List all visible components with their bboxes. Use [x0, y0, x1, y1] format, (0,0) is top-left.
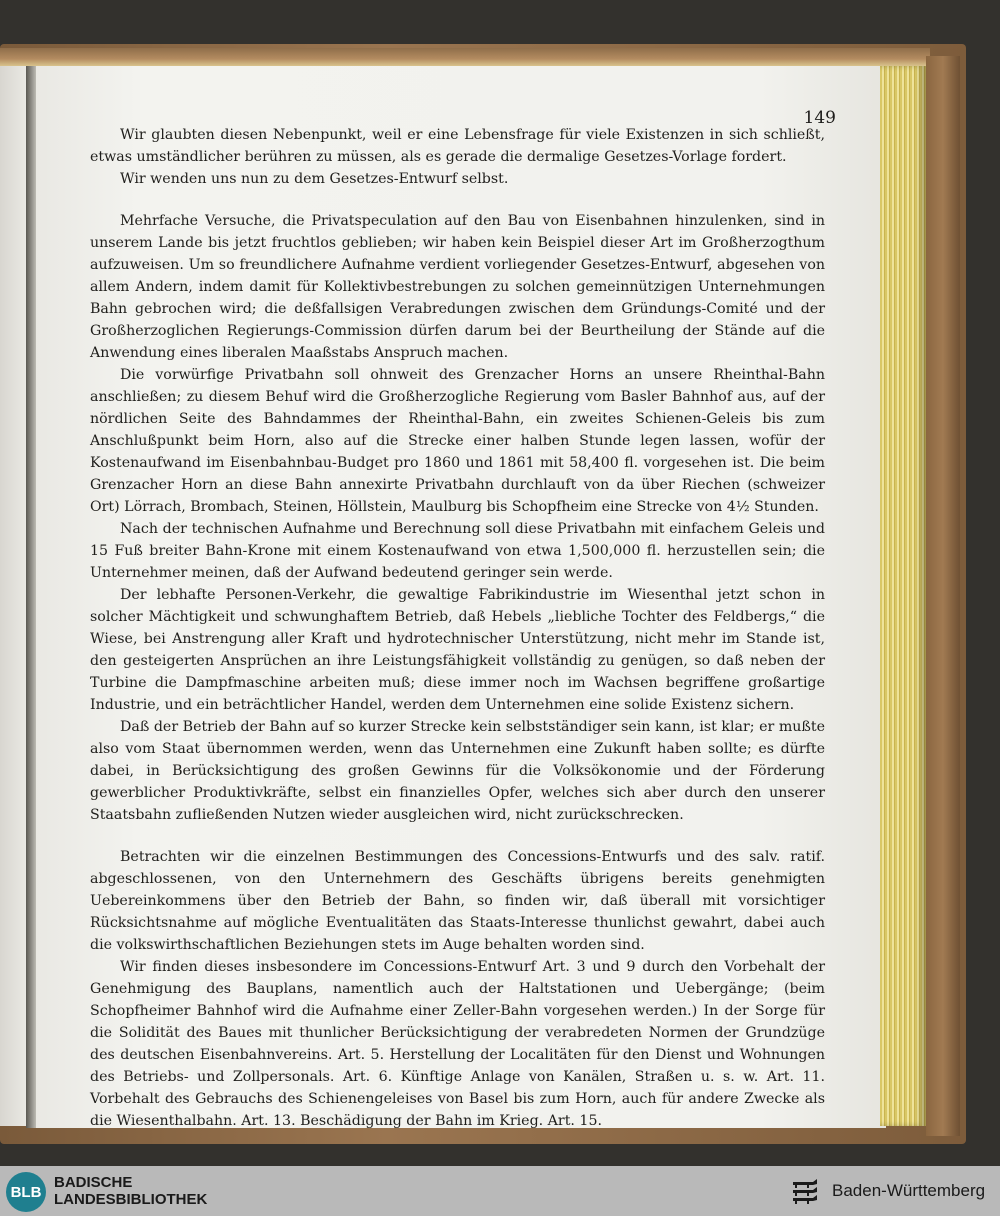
cover-right-edge: [926, 56, 960, 1136]
paragraph: Der lebhafte Personen-Verkehr, die gewaltige Fabrikindustrie im Wiesenthal jetzt schon in solcher Mächtigkeit und schwunghaftem Betrieb, daß Hebels „liebliche Tochter des Feldbergs,“ die Wiese, bei Anstrengung aller Kraft und hydrotechnischer Unterstützung, nicht mehr im Stande ist, den gesteigerten Ansprüchen an ihre Leistungsfähigkeit vollständig zu genügen, so daß neben der Turbine die Dampfmaschine arbeiten muß; diese immer noch im Wachsen begriffene großartige Industrie, und ein beträchtlicher Handel, werden dem Unternehmen eine solide Existenz sichern.: [90, 587, 825, 713]
paragraph-gap: [90, 190, 825, 210]
page-text: [90, 124, 825, 1132]
paragraph: Wir wenden uns nun zu dem Gesetzes-Entwurf selbst.: [120, 171, 509, 187]
blb-logo[interactable]: BLB: [6, 1172, 46, 1212]
paragraph: Die vorwürfige Privatbahn soll ohnweit des Grenzacher Horns an unsere Rheinthal-Bahn anschließen; zu diesem Behuf wird die Großherzogliche Regierung vom Basler Bahnhof aus, auf der nördlichen Seite des Bahndammes der Rheinthal-Bahn, ein zweites Schienen-Geleis bis zum Anschlußpunkt beim Horn, also auf die Strecke einer halben Stunde legen lassen, wofür der Kostenaufwand im Eisenbahnbau-Budget pro 1860 und 1861 mit 58,400 fl. vorgesehen ist. Die beim Grenzacher Horn an diese Bahn annexirte Privatbahn durchlauft von da über Riechen (schweizer Ort) Lörrach, Brombach, Steinen, Höllstein, Maulburg bis Schopfheim eine Strecke von 4½ Stunden.: [90, 367, 825, 515]
paragraph-gap: [90, 826, 825, 846]
page-gutter: [26, 66, 36, 1128]
viewer-footer: [0, 1166, 1000, 1216]
state-lions-icon: [790, 1176, 822, 1208]
paragraph: Daß der Betrieb der Bahn auf so kurzer Strecke kein selbstständiger sein kann, ist klar; er mußte also vom Staat übernommen werden, wenn das Unternehmen eine Zukunft haben sollte; es dürfte dabei, in Berücksichtigung des großen Gewinns für die Volksökonomie und der Förderung gewerblicher Produktivkräfte, selbst ein finanzielles Opfer, welches sich aber durch den unserer Staatsbahn zufließenden Nutzen wieder ausgleichen wird, nicht zurückschrecken.: [90, 719, 825, 823]
blb-name[interactable]: [54, 1174, 207, 1208]
blb-name-line2: LANDESBIBLIOTHEK: [54, 1191, 208, 1208]
page-stack-edges: [880, 66, 926, 1126]
paragraph: Mehrfache Versuche, die Privatspeculation auf den Bau von Eisenbahnen hinzulenken, sind in unserem Lande bis jetzt fruchtlos geblieben; wir haben kein Beispiel dieser Art im Großherzogthum aufzuweisen. Um so freundlichere Aufnahme verdient vorliegender Gesetzes-Entwurf, abgesehen von allem Andern, indem damit für Kollektivbestrebungen zu solchen gemeinnützigen Unternehmungen Bahn gebrochen wird; die deßfallsigen Verabredungen zwischen dem Gründungs-Comité und der Großherzoglichen Regierungs-Commission dürfen darum bei der Beurtheilung der Stände auf die Anwendung eines liberalen Maaßstabs Anspruch machen.: [90, 213, 825, 361]
paragraph: Wir finden dieses insbesondere im Concessions-Entwurf Art. 3 und 9 durch den Vorbehalt der Genehmigung des Bauplans, namentlich auch der Haltstationen und Uebergänge; (beim Schopfheimer Bahnhof wird die Aufnahme einer Zeller-Bahn vorgesehen werden.) In der Sorge für die Solidität des Baues mit thunlicher Berücksichtigung der verabredeten Normen der Grundzüge des deutschen Eisenbahnvereins. Art. 5. Herstellung der Localitäten für den Dienst und Wohnungen des Betriebs- und Zollpersonals. Art. 6. Künftige Anlage von Kanälen, Straßen u. s. w. Art. 11. Vorbehalt des Gebrauchs des Schienengeleises von Basel bis zum Horn, auch für andere Zwecke als die Wiesenthalbahn. Art. 13. Beschädigung der Bahn im Krieg. Art. 15.: [90, 959, 825, 1129]
book-top-edge: [0, 48, 930, 66]
bw-name[interactable]: Baden-Württemberg: [832, 1181, 986, 1200]
paragraph: Betrachten wir die einzelnen Bestimmungen des Concessions-Entwurfs und des salv. ratif. abgeschlossenen, von den Unternehmern des Geschäfts übrigens bereits genehmigten Uebereinkommens über den Betrieb der Bahn, so finden wir, daß überall mit vorsichtiger Rücksichtsnahme auf mögliche Eventualitäten das Staats-Interesse thunlichst gewahrt, dabei auch die volkswirthschaftlichen Beziehungen stets im Auge behalten worden sind.: [90, 849, 825, 953]
paragraph: Nach der technischen Aufnahme und Berechnung soll diese Privatbahn mit einfachem Geleis und 15 Fuß breiter Bahn-Krone mit einem Kostenaufwand von etwa 1,500,000 fl. herzustellen sein; die Unternehmer meinen, daß der Aufwand bedeutend geringer sein werde.: [90, 521, 825, 581]
blb-name-line1: BADISCHE: [54, 1174, 133, 1191]
page-number: 149: [803, 108, 836, 128]
paragraph: Wir glaubten diesen Nebenpunkt, weil er eine Lebensfrage für viele Existenzen in sich schließt, etwas umständlicher berühren zu müssen, als es gerade die dermalige Gesetzes-Vorlage fordert.: [90, 127, 825, 165]
